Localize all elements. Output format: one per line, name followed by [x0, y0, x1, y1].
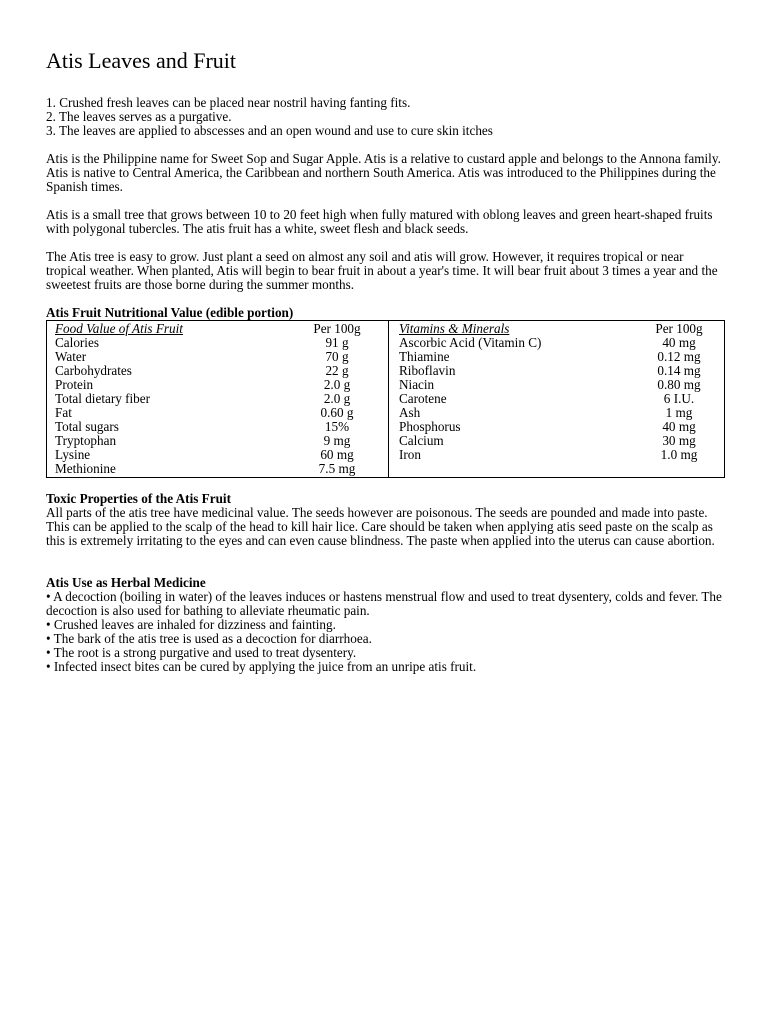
- page-title: Atis Leaves and Fruit: [46, 48, 237, 73]
- bullet-item: • Infected insect bites can be cured by applying the juice from an unripe atis fruit.: [46, 659, 477, 674]
- section-heading: Toxic Properties of the Atis Fruit: [46, 491, 231, 506]
- nutrient-value: 1.0 mg: [660, 447, 698, 462]
- table-row: [399, 350, 719, 364]
- nutrient-value: 60 mg: [320, 447, 354, 462]
- nutrient-value: 0.80 mg: [657, 377, 701, 392]
- paragraph-text: The Atis tree is easy to grow. Just plant a seed on almost any soil and atis will grow. However, it requires tropical or near tropical weather. When planted, Atis will begin to bear fruit in about a year's time. It will bear fruit about 3 times a year and the sweetest fruits are those borne during the summer months.: [46, 249, 718, 292]
- column-unit: Per 100g: [655, 321, 703, 336]
- nutrient-value: 2.0 g: [323, 377, 351, 392]
- table-row: [55, 336, 380, 350]
- nutrient-value: 9 mg: [323, 433, 351, 448]
- column-header: Food Value of Atis Fruit: [55, 321, 183, 336]
- nutrient-value: 6 I.U.: [663, 391, 695, 406]
- nutrient-name: Protein: [55, 377, 94, 392]
- bullet-item: • A decoction (boiling in water) of the leaves induces or hastens menstrual flow and used to treat dysentery, colds and fever. The decoction is also used for bathing to alleviate rheumatic pain.: [46, 589, 722, 618]
- table-row: [55, 406, 380, 420]
- table-row: [399, 336, 719, 350]
- bullet-item: • The bark of the atis tree is used as a decoction for diarrhoea.: [46, 631, 372, 646]
- nutrient-name: Total dietary fiber: [55, 391, 151, 406]
- bullet-item: • The root is a strong purgative and used to treat dysentery.: [46, 645, 357, 660]
- list-item: 3. The leaves are applied to abscesses and an open wound and use to cure skin itches: [46, 123, 493, 138]
- nutrient-value: 0.12 mg: [657, 349, 701, 364]
- nutrient-value: 0.14 mg: [657, 363, 701, 378]
- vitamins-column: [399, 322, 719, 462]
- paragraph-growing: [46, 250, 724, 292]
- nutrient-value: 30 mg: [662, 433, 696, 448]
- section-heading: Atis Use as Herbal Medicine: [46, 575, 206, 590]
- food-value-column: [55, 322, 380, 476]
- nutrient-name: Iron: [399, 447, 421, 462]
- nutrition-table-title: Atis Fruit Nutritional Value (edible portion): [46, 305, 294, 320]
- nutrient-value: 40 mg: [662, 335, 696, 350]
- nutrient-value: 15%: [324, 419, 350, 434]
- nutrient-name: Carbohydrates: [55, 363, 132, 378]
- table-row: [399, 378, 719, 392]
- nutrient-name: Calcium: [399, 433, 444, 448]
- nutrient-name: Total sugars: [55, 419, 119, 434]
- nutrient-name: Calories: [55, 335, 99, 350]
- table-row: [399, 420, 719, 434]
- table-row: [55, 448, 380, 462]
- list-item: 1. Crushed fresh leaves can be placed near nostril having fanting fits.: [46, 95, 411, 110]
- paragraph-intro: [46, 152, 724, 194]
- table-row: [55, 350, 380, 364]
- table-row: [55, 420, 380, 434]
- table-row: [55, 378, 380, 392]
- table-row: [55, 434, 380, 448]
- paragraph-description: [46, 208, 724, 236]
- table-row: [399, 448, 719, 462]
- column-header: Vitamins & Minerals: [399, 321, 510, 336]
- nutrient-name: Carotene: [399, 391, 447, 406]
- nutrient-value: 70 g: [325, 349, 349, 364]
- table-row: [55, 462, 380, 476]
- nutrient-name: Phosphorus: [399, 419, 461, 434]
- column-unit: Per 100g: [313, 321, 361, 336]
- table-divider: [388, 321, 389, 477]
- toxic-section: [46, 492, 724, 548]
- nutrient-name: Tryptophan: [55, 433, 117, 448]
- nutrition-table: [46, 320, 725, 478]
- nutrient-value: 40 mg: [662, 419, 696, 434]
- nutrient-value: 91 g: [325, 335, 349, 350]
- table-header-row: [399, 322, 719, 336]
- table-row: [55, 392, 380, 406]
- bullet-item: • Crushed leaves are inhaled for dizziness and fainting.: [46, 617, 336, 632]
- table-row: [399, 364, 719, 378]
- nutrient-value: 1 mg: [665, 405, 693, 420]
- nutrient-value: 0.60 g: [320, 405, 354, 420]
- nutrient-name: Ascorbic Acid (Vitamin C): [399, 335, 542, 350]
- nutrient-value: 7.5 mg: [318, 461, 356, 476]
- table-row: [399, 434, 719, 448]
- table-header-row: [55, 322, 380, 336]
- list-item: 2. The leaves serves as a purgative.: [46, 109, 232, 124]
- nutrient-name: Methionine: [55, 461, 116, 476]
- nutrient-name: Fat: [55, 405, 72, 420]
- numbered-list: [46, 96, 724, 138]
- herbal-section: [46, 576, 724, 674]
- nutrient-name: Niacin: [399, 377, 435, 392]
- paragraph-text: Atis is the Philippine name for Sweet Sop and Sugar Apple. Atis is a relative to custard apple and belongs to the Annona family. Atis is native to Central America, the Caribbean and northern South America. Atis was introduced to the Philippines during the Spanish times.: [46, 151, 721, 194]
- nutrient-value: 2.0 g: [323, 391, 351, 406]
- table-row: [399, 392, 719, 406]
- paragraph-text: Atis is a small tree that grows between 10 to 20 feet high when fully matured with oblong leaves and green heart-shaped fruits with polygonal tubercles. The atis fruit has a white, sweet flesh and black seeds.: [46, 207, 713, 236]
- nutrient-value: 22 g: [325, 363, 349, 378]
- nutrient-name: Thiamine: [399, 349, 450, 364]
- nutrient-name: Ash: [399, 405, 421, 420]
- nutrient-name: Riboflavin: [399, 363, 456, 378]
- table-row: [399, 406, 719, 420]
- nutrient-name: Water: [55, 349, 87, 364]
- section-text: All parts of the atis tree have medicinal value. The seeds however are poisonous. The seeds are pounded and made into paste. This can be applied to the scalp of the head to kill hair lice. Care should be taken when applying atis seed paste on the scalp as this is extremely irritating to the eyes and can even cause blindness. The paste when applied into the uterus can cause abortion.: [46, 505, 715, 548]
- nutrient-name: Lysine: [55, 447, 91, 462]
- table-row: [55, 364, 380, 378]
